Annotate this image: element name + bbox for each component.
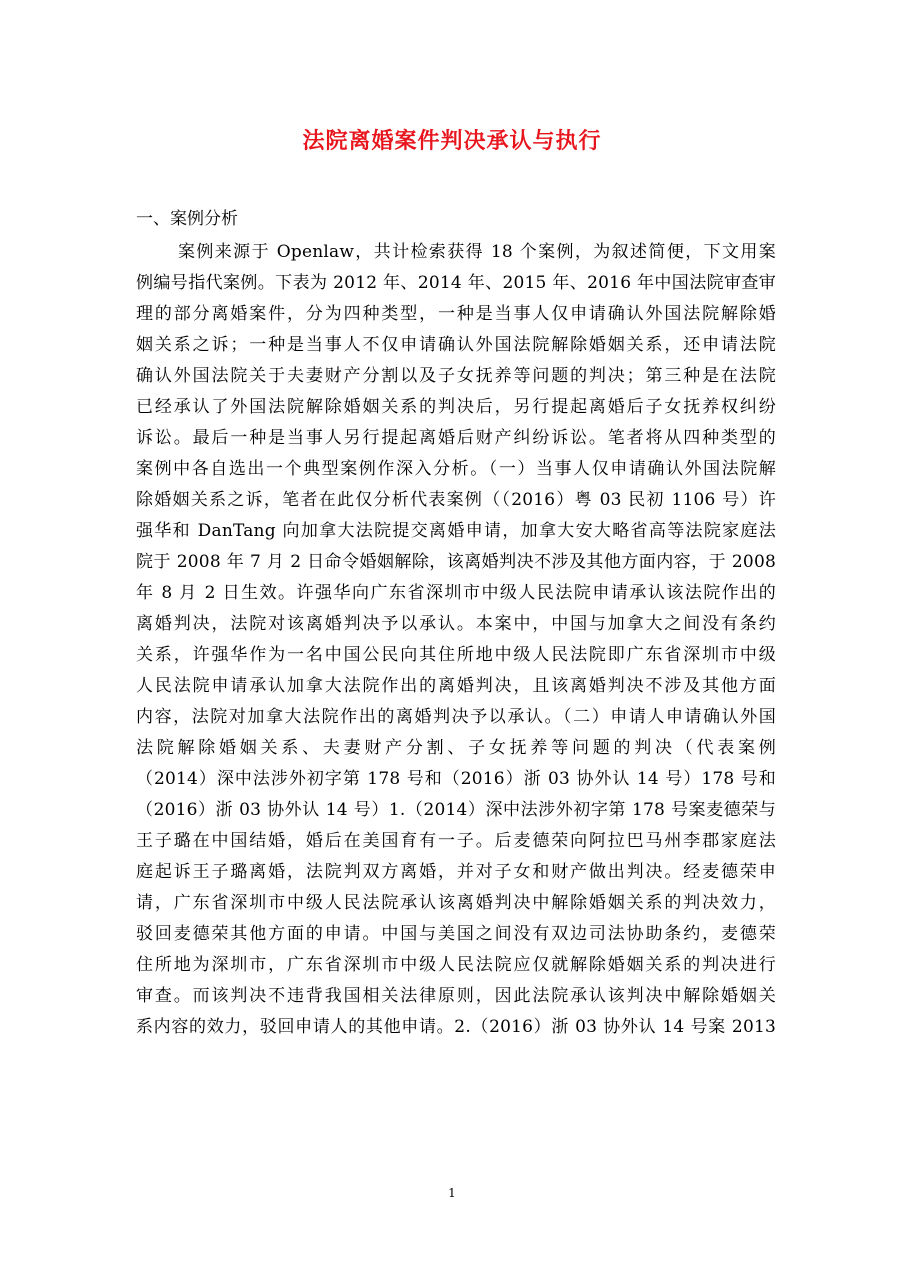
paragraph-line: 已经承认了外国法院解除婚姻关系的判决后，另行提起离婚后子女抚养权纠纷 (136, 397, 776, 417)
paragraph-line: 关系，许强华作为一名中国公民向其住所地中级人民法院即广东省深圳市中级 (136, 645, 776, 665)
paragraph-line: 姻关系之诉；一种是当事人不仅申请确认外国法院解除婚姻关系，还申请法院 (136, 335, 776, 355)
paragraph-line: 法院解除婚姻关系、夫妻财产分割、子女抚养等问题的判决（代表案例 (136, 738, 776, 758)
paragraph-line: 理的部分离婚案件，分为四种类型，一种是当事人仅申请确认外国法院解除婚 (136, 304, 776, 324)
paragraph-line: 人民法院申请承认加拿大法院作出的离婚判决，且该离婚判决不涉及其他方面 (136, 676, 776, 696)
paragraph-line: 住所地为深圳市，广东省深圳市中级人民法院应仅就解除婚姻关系的判决进行 (136, 955, 776, 975)
paragraph-line: 系内容的效力，驳回申请人的其他申请。2.（2016）浙 03 协外认 14 号案 2013 (136, 1017, 776, 1037)
paragraph-line: 请，广东省深圳市中级人民法院承认该离婚判决中解除婚姻关系的判决效力， (136, 893, 776, 913)
paragraph-line: 案例来源于 Openlaw，共计检索获得 18 个案例，为叙述简便，下文用案 (178, 242, 776, 262)
paragraph-line: 年 8 月 2 日生效。许强华向广东省深圳市中级人民法院申请承认该法院作出的 (136, 583, 776, 603)
paragraph-line: 王子璐在中国结婚，婚后在美国育有一子。后麦德荣向阿拉巴马州李郡家庭法 (136, 831, 776, 851)
paragraph-line: 内容，法院对加拿大法院作出的离婚判决予以承认。（二）申请人申请确认外国 (136, 707, 776, 727)
paragraph-line: （2014）深中法涉外初字第 178 号和（2016）浙 03 协外认 14 号）178 号和 (136, 769, 776, 789)
page-number: 1 (448, 1186, 456, 1200)
paragraph-line: 庭起诉王子璐离婚，法院判双方离婚，并对子女和财产做出判决。经麦德荣申 (136, 862, 776, 882)
paragraph-line: 强华和 DanTang 向加拿大法院提交离婚申请，加拿大安大略省高等法院家庭法 (136, 521, 776, 541)
document-title: 法院离婚案件判决承认与执行 (302, 129, 602, 154)
body-paragraph (136, 237, 776, 1043)
paragraph-line: 院于 2008 年 7 月 2 日命令婚姻解除，该离婚判决不涉及其他方面内容，于 2008 (136, 552, 776, 572)
paragraph-line: 诉讼。最后一种是当事人另行提起离婚后财产纠纷诉讼。笔者将从四种类型的 (136, 428, 776, 448)
paragraph-line: 除婚姻关系之诉，笔者在此仅分析代表案例（（2016）粤 03 民初 1106 号）许 (136, 490, 776, 510)
paragraph-line: 审查。而该判决不违背我国相关法律原则，因此法院承认该判决中解除婚姻关 (136, 986, 776, 1006)
paragraph-line: 案例中各自选出一个典型案例作深入分析。（一）当事人仅申请确认外国法院解 (136, 459, 776, 479)
paragraph-line: 确认外国法院关于夫妻财产分割以及子女抚养等问题的判决；第三种是在法院 (136, 366, 776, 386)
section-heading: 一、案例分析 (136, 209, 238, 229)
paragraph-line: 驳回麦德荣其他方面的申请。中国与美国之间没有双边司法协助条约，麦德荣 (136, 924, 776, 944)
paragraph-line: 离婚判决，法院对该离婚判决予以承认。本案中，中国与加拿大之间没有条约 (136, 614, 776, 634)
paragraph-line: 例编号指代案例。下表为 2012 年、2014 年、2015 年、2016 年中国法院审查审 (136, 273, 776, 293)
paragraph-line: （2016）浙 03 协外认 14 号）1.（2014）深中法涉外初字第 178 号案麦德荣与 (136, 800, 776, 820)
